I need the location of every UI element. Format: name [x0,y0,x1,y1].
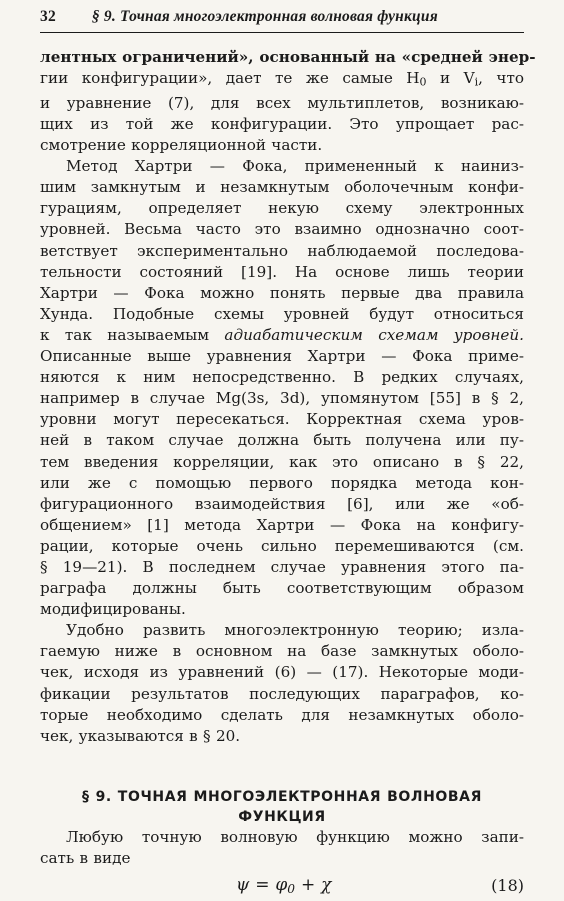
text-line: торые необходимо сделать для незамкнутых оболо- [40,705,524,724]
text-line: сать в виде [40,848,131,867]
section-heading [40,787,524,827]
text-fragment: , что [478,69,524,88]
text-line: щих из той же конфигурации. Это упрощает рас- [40,115,524,134]
text-line: фикации результатов последующих параграфов, ко- [40,684,524,703]
text-line: уровней. Весьма часто это взаимно однозначно соот- [40,220,524,239]
equation-subscript: 0 [287,882,296,897]
text-line: и уравнение (7), для всех мультиплетов, возникаю- [40,93,524,112]
text-line: общением» [1] метода Хартри — Фока на конфигу- [40,515,524,534]
text-fragment: и V [426,69,475,88]
running-head-title: § 9. Точная многоэлектронная волновая функция [91,8,438,25]
text-line: Описанные выше уравнения Хартри — Фока приме- [40,347,524,366]
text-line: тельности состояний [19]. На основе лишь теории [40,262,524,281]
text-line: уровни могут пересекаться. Корректная схема уров- [40,410,524,429]
section-heading-line: ФУНКЦИЯ [238,808,326,825]
section-heading-line: § 9. ТОЧНАЯ МНОГОЭЛЕКТРОННАЯ ВОЛНОВАЯ [82,788,482,805]
emphasis-term: адиабатическим схемам уровней. [224,325,524,344]
text-line: чек, исходя из уравнений (6) — (17). Некоторые моди- [40,663,524,682]
text-line: модифицированы. [40,600,186,619]
text-line: Хунда. Подобные схемы уровней будут относиться [40,304,524,323]
text-line: Хартри — Фока можно понять первые два правила [40,283,524,302]
text-fragment: к так называемым [40,325,225,344]
page [40,8,536,901]
equation-number: (18) [491,876,524,896]
text-line: Любую точную волновую функцию можно запи- [66,827,524,846]
text-line: лентных ограничений», основанный на «средней энер- [40,48,536,66]
page-number: 32 [40,8,56,25]
equation [236,875,331,900]
text-line: § 19—21). В последнем случае уравнения этого па- [40,557,524,576]
text-line: например в случае Mg(3s, 3d), упомянутом [55] в § 2, [40,389,524,408]
text-line: фигурационного взаимодействия [6], или же «об- [40,494,524,513]
text-line: рации, которые очень сильно перемешиваются (см. [40,536,524,555]
text-line: ней в таком случае должна быть получена или пу- [40,431,524,450]
text-line: гаемую ниже в основном на базе замкнутых оболо- [40,642,524,661]
section-intro [40,827,524,869]
equation-lhs: ψ = φ [236,875,288,896]
text-fragment: гии конфигурации», дает те же самые H [40,69,420,88]
text-line: няются к ним непосредственно. В редких случаях, [40,368,524,387]
subscript: i [474,75,479,89]
text-line: шим замкнутым и незамкнутым оболочечным конфи- [40,178,524,197]
text-line [40,68,524,93]
text-line: раграфа должны быть соответствующим образом [40,579,524,598]
paragraph-1 [40,47,536,156]
paragraph-3 [40,620,524,747]
text-line: чек, указываются в § 20. [40,726,241,745]
text-line: смотрение корреляционной части. [40,136,323,155]
subscript: 0 [419,75,427,89]
text-line [40,325,524,346]
body-text [40,47,536,901]
text-line: гурациям, определяет некую схему электронных [40,199,524,218]
equation-rhs: + χ [295,875,332,896]
running-head [40,8,524,33]
text-line: Удобно развить многоэлектронную теорию; изла- [66,621,524,640]
text-line: или же с помощью первого порядка метода кон- [40,473,524,492]
text-line: тем введения корреляции, как это описано в § 22, [40,452,524,471]
text-line: Метод Хартри — Фока, примененный к наиниз- [66,157,524,176]
text-line: ветствует экспериментально наблюдаемой последова- [40,241,524,260]
paragraph-2 [40,156,524,620]
equation-row [40,875,524,901]
